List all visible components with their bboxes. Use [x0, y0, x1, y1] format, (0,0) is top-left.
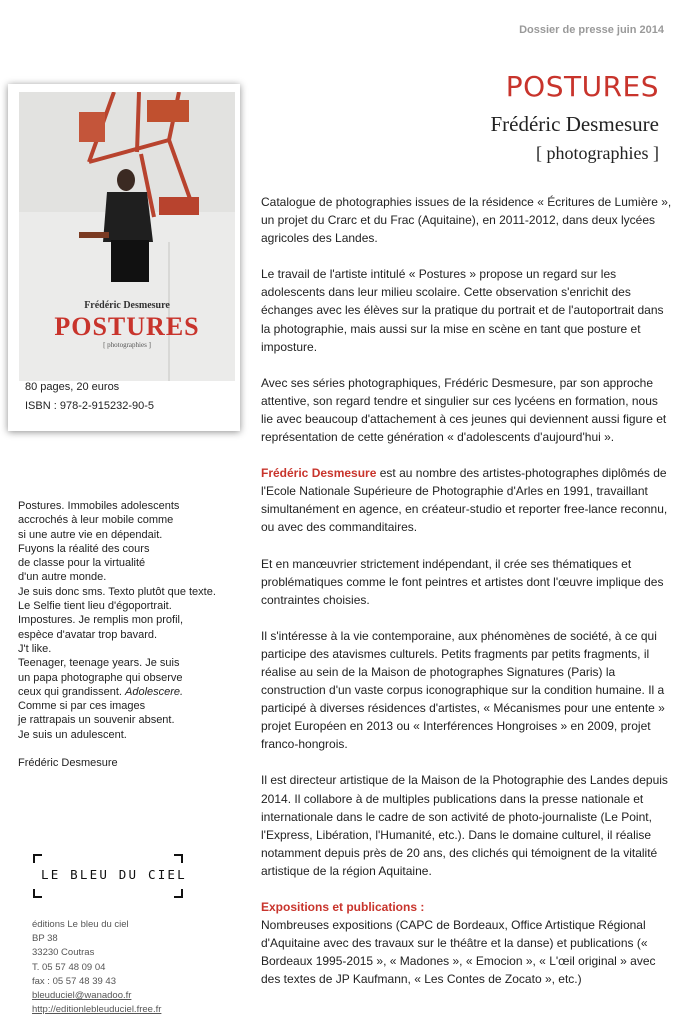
logo-corner	[174, 889, 183, 898]
logo-corner	[33, 889, 42, 898]
poem-line: Teenager, teenage years. Je suis	[18, 657, 180, 670]
paragraph: Catalogue de photographies issues de la résidence « Écritures de Lumière », un projet du Crarc et du Frac (Aquitaine), en 2011-2012, dans deux lycées agricoles des Landes.	[261, 195, 672, 246]
poem-line: Impostures. Je remplis mon profil,	[18, 614, 184, 627]
poem-signature: Frédéric Desmesure	[18, 757, 118, 770]
poem-line: Postures. Immobiles adolescents	[18, 500, 180, 512]
logo-corner	[174, 854, 183, 863]
poem-line-text: ceux qui grandissent.	[18, 685, 122, 698]
book-card	[8, 84, 240, 431]
poem-line: Fuyons la réalité des cours	[18, 542, 150, 555]
email-link[interactable]: bleuduciel@wanadoo.fr	[32, 990, 132, 1002]
contact-line: fax : 05 57 48 39 43	[32, 975, 116, 987]
cover-text	[19, 300, 235, 349]
cover-author: Frédéric Desmesure	[84, 300, 170, 311]
exhibitions-heading: Expositions et publications :	[261, 900, 425, 914]
poem-line: un papa photographe qui observe	[18, 671, 183, 684]
contact-line: 33230 Coutras	[32, 947, 95, 959]
publisher-contact	[32, 918, 161, 1017]
cover-subtitle: [ photographies ]	[103, 341, 151, 349]
title-block	[490, 70, 659, 164]
isbn: ISBN : 978-2-915232-90-5	[25, 400, 155, 412]
paragraph-text: est au nombre des artistes-photographes diplômés de l'Ecole Nationale Supérieure de Photographie d'Arles en 1991, travaillant simultanément en agence, en créateur-studio et reporter free-lance reconnu, ou avec des commanditaires.	[261, 466, 668, 535]
poem-line: je rattrapais un souvenir absent.	[18, 714, 175, 727]
poem-line: Je suis un adulescent.	[18, 728, 127, 741]
poem-line: Je suis donc sms. Texto plutôt que texte.	[18, 585, 216, 598]
poem-line: Comme si par ces images	[18, 700, 146, 713]
poem-italic-word: Adolescere.	[125, 685, 184, 698]
main-text	[261, 193, 673, 988]
poem-line: d'un autre monde.	[18, 571, 107, 584]
exhibitions-text: Nombreuses expositions (CAPC de Bordeaux, Office Artistique Régional d'Aquitaine avec des travaux sur le théâtre et la danse) et publications (« Bordeaux 1995-2015 », « Madones », « Emocion », « L'œil original » avec des textes de JP Kaufmann, « Les Contes de Zocato », etc.)	[261, 918, 656, 987]
cover-title: POSTURES	[54, 312, 200, 341]
press-kit-note: Dossier de presse juin 2014	[519, 24, 664, 36]
paragraph: Le travail de l'artiste intitulé « Postures » propose un regard sur les adolescents dans leur milieu scolaire. Cette observation s'enrichit des échanges avec les élèves sur la pratique du portrait et de l'autoportrait dans la photographie, mais aussi sur la mise en scène en tant que posture et imposture.	[261, 267, 664, 354]
author-name: Frédéric Desmesure	[490, 112, 659, 136]
book-info	[25, 378, 154, 416]
poem-line: J't like.	[18, 642, 52, 655]
poem-line: si une autre vie en dépendait.	[18, 528, 163, 541]
subtitle: [ photographies ]	[536, 143, 659, 163]
logo-corner	[33, 854, 42, 863]
paragraph: Il s'intéresse à la vie contemporaine, aux phénomènes de société, à ce qui participe des atavismes culturels. Petits fragments par petits fragments, il réalise au sein de la Maison de photographes Signatures (Paris) la construction d'un vaste corpus iconographique sur la condition humaine. Il a participé à diverses résidences d'artistes, « Mécanismes pour une entente » projet Européen en 2013 ou « Interférences Hongroises » en 2009, projet franco-hongrois.	[261, 628, 665, 752]
highlighted-name: Frédéric Desmesure	[261, 466, 377, 481]
publisher-logo	[33, 854, 187, 898]
paragraph: Et en manœuvrier strictement indépendant, il crée ses thématiques et problématiques comme le font peintres et artistes dont l'œuvre implique des contraintes choisies.	[261, 556, 664, 607]
book-cover	[19, 92, 235, 381]
exhibitions-section	[261, 898, 673, 988]
website-link[interactable]: http://editionlebleuduciel.free.fr	[32, 1004, 162, 1016]
poem-line: de classe pour la virtualité	[18, 557, 146, 570]
poem	[18, 499, 250, 770]
paragraph: Avec ses séries photographiques, Frédéric Desmesure, par son approche attentive, son regard tendre et singulier sur ces lycéens en formation, nous lie avec beaucoup d'attachement à ces jeunes qui deviennent aussi figure et représentation de cette génération « d'adolescents d'aujourd'hui ».	[261, 375, 667, 445]
logo-text: LE BLEU DU CIEL	[41, 867, 187, 882]
poem-line: espèce d'avatar trop bavard.	[18, 628, 158, 641]
paragraph	[261, 464, 673, 536]
contact-line: éditions Le bleu du ciel	[32, 919, 129, 930]
contact-line: BP 38	[32, 933, 58, 945]
poem-line: accrochés à leur mobile comme	[18, 514, 174, 527]
contact-line: T. 05 57 48 09 04	[32, 961, 106, 973]
poem-line: Le Selfie tient lieu d'égoportrait.	[18, 600, 172, 613]
paragraph: Il est directeur artistique de la Maison de la Photographie des Landes depuis 2014. Il collabore à de multiples publications dans la presse nationale et internationale dans le cadre de son activité de photo-journaliste (Le Point, l'Express, Libération, l'Humanité, etc.). Dans le domaine culturel, il réalise notamment depuis près de 20 ans, des clichés qui témoignent de la vitalité artistique de la région Aquitaine.	[261, 773, 668, 878]
page-title: POSTURES	[505, 70, 659, 103]
pages-price: 80 pages, 20 euros	[25, 381, 120, 393]
poem-line	[18, 685, 250, 699]
